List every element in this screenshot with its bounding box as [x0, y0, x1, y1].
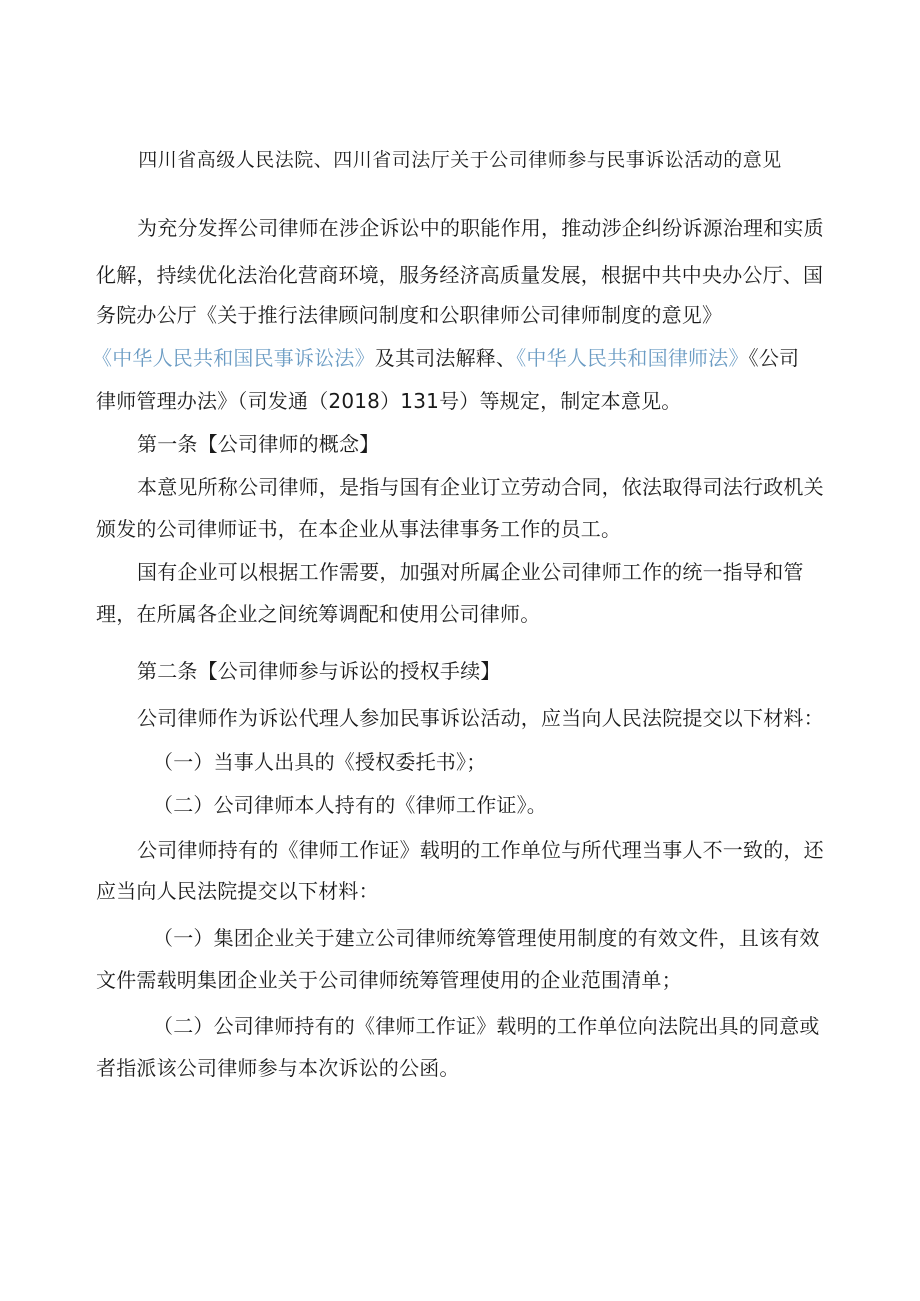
- preamble-line: 律师管理办法》（司发通（2018）131号）等规定，制定本意见。: [96, 389, 682, 413]
- article-1-paragraph-line: 国有企业可以根据工作需要，加强对所属企业公司律师工作的统一指导和管: [137, 560, 804, 584]
- article-2-paragraph-line: 应当向人民法院提交以下材料：: [96, 879, 379, 903]
- article-2-sub-item-line: （二）公司律师持有的《律师工作证》载明的工作单位向法院出具的同意或: [153, 1014, 820, 1038]
- article-2-list-item: （一）当事人出具的《授权委托书》；: [153, 750, 487, 774]
- article-2-heading: 第二条【公司律师参与诉讼的授权手续】: [137, 659, 501, 683]
- civil-procedure-law-link[interactable]: 《中华人民共和国民事诉讼法》: [92, 346, 375, 370]
- article-2-paragraph-line: 公司律师持有的《律师工作证》载明的工作单位与所代理当事人不一致的，还: [137, 838, 824, 862]
- article-2-sub-item-line: 文件需载明集团企业关于公司律师统筹管理使用的企业范围清单；: [96, 968, 682, 992]
- preamble-line: 化解，持续优化法治化营商环境，服务经济高质量发展，根据中共中央办公厅、国: [96, 263, 824, 287]
- article-2-list-item: （二）公司律师本人持有的《律师工作证》。: [153, 793, 547, 817]
- article-2-sub-item-line: （一）集团企业关于建立公司律师统筹管理使用制度的有效文件，且该有效: [153, 926, 820, 950]
- preamble-text: 《公司: [748, 346, 800, 370]
- preamble-line: 为充分发挥公司律师在涉企诉讼中的职能作用，推动涉企纠纷诉源治理和实质: [137, 216, 824, 240]
- preamble-line: 务院办公厅《关于推行法律顾问制度和公职律师公司律师制度的意见》: [96, 303, 723, 327]
- article-2-sub-item-line: 者指派该公司律师参与本次诉讼的公函。: [96, 1056, 460, 1080]
- article-2-paragraph-line: 公司律师作为诉讼代理人参加民事诉讼活动，应当向人民法院提交以下材料：: [137, 706, 824, 730]
- article-1-paragraph-line: 颁发的公司律师证书，在本企业从事法律事务工作的员工。: [96, 517, 622, 541]
- lawyers-law-link[interactable]: 《中华人民共和国律师法》: [516, 346, 749, 370]
- article-1-heading: 第一条【公司律师的概念】: [137, 432, 380, 456]
- article-1-paragraph-line: 本意见所称公司律师，是指与国有企业订立劳动合同，依法取得司法行政机关: [137, 475, 824, 499]
- preamble-line-links: [92, 343, 799, 373]
- article-1-paragraph-line: 理，在所属各企业之间统筹调配和使用公司律师。: [96, 602, 541, 626]
- preamble-text: 及其司法解释、: [374, 346, 517, 370]
- document-title: 四川省高级人民法院、四川省司法厅关于公司律师参与民事诉讼活动的意见: [138, 149, 782, 171]
